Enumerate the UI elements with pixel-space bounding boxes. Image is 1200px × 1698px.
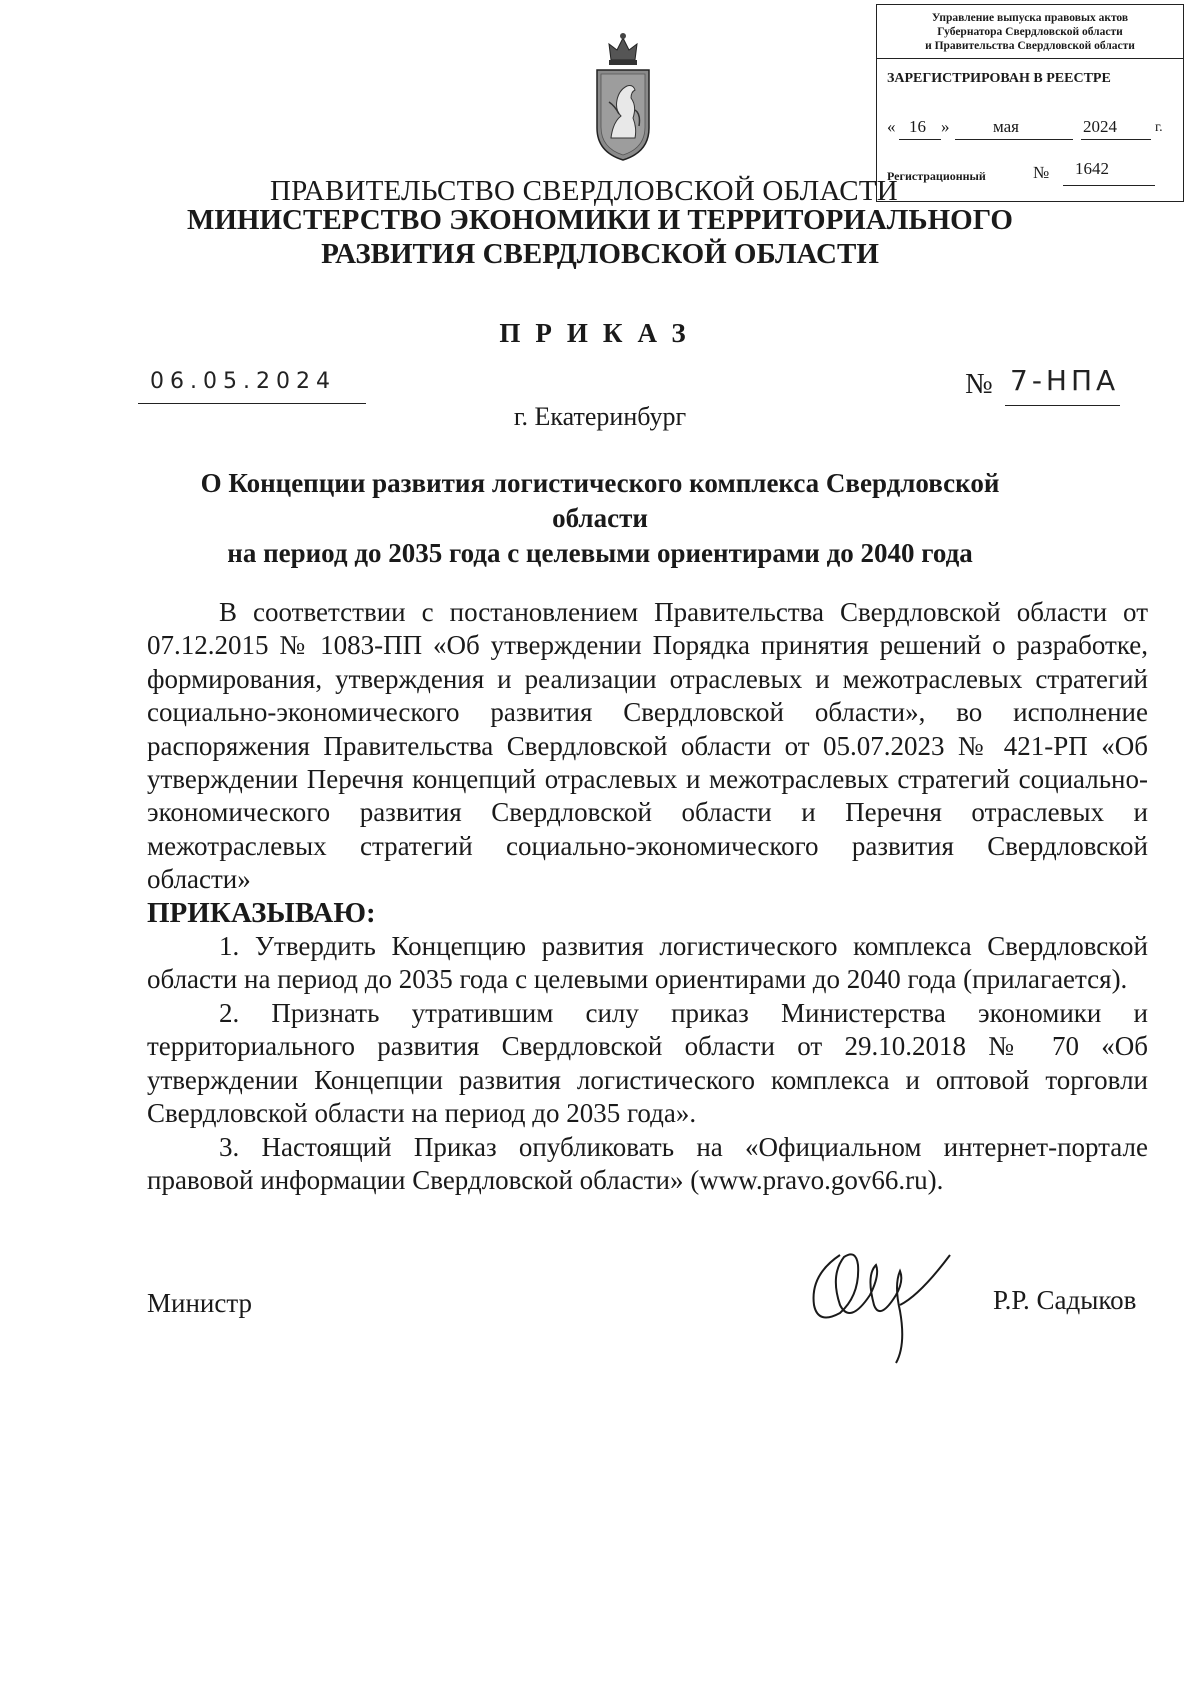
- city: г. Екатеринбург: [513, 402, 687, 431]
- ministry-heading: [150, 203, 1050, 271]
- document-type: ПРИКАЗ: [499, 318, 701, 348]
- stamp-registered-label: ЗАРЕГИСТРИРОВАН В РЕЕСТРЕ: [887, 71, 1111, 86]
- stamp-day: 16: [909, 117, 926, 136]
- registration-stamp: [876, 4, 1184, 202]
- ministry-line: МИНИСТЕРСТВО ЭКОНОМИКИ И ТЕРРИТОРИАЛЬНОГО: [187, 204, 1013, 236]
- stamp-no-sign: №: [1033, 163, 1050, 182]
- stamp-header-line: и Правительства Свердловской области: [925, 40, 1135, 52]
- stamp-year: 2024: [1083, 117, 1117, 136]
- stamp-close-quote: »: [941, 117, 950, 136]
- order-item: 1. Утвердить Концепцию развития логистического комплекса Свердловской области на период до 2035 года с целевыми ориентирами до 2040 года (прилагается).: [147, 931, 1148, 995]
- signatory-name: Р.Р. Садыков: [993, 1285, 1137, 1315]
- government-heading: ПРАВИТЕЛЬСТВО СВЕРДЛОВСКОЙ ОБЛАСТИ: [270, 175, 898, 207]
- stamp-header: [877, 5, 1183, 59]
- order-date: 06.05.2024: [150, 369, 336, 394]
- order-item: 3. Настоящий Приказ опубликовать на «Официальном интернет-портале правовой информации Свердловской области» (www.pravo.gov66.ru).: [147, 1131, 1148, 1195]
- ministry-line: РАЗВИТИЯ СВЕРДЛОВСКОЙ ОБЛАСТИ: [321, 238, 879, 270]
- stamp-header-line: Управление выпуска правовых актов: [931, 12, 1129, 24]
- order-item: 2. Признать утратившим силу приказ Министерства экономики и территориального развития Свердловской области от 29.10.2018 № 70 «Об утверждении Концепции развития логистического комплекса и оптовой торговли Свердловской области на период до 2035 года».: [147, 997, 1148, 1129]
- stamp-reg-label: Регистрационный: [887, 169, 986, 183]
- order-word: ПРИКАЗЫВАЮ:: [147, 896, 376, 929]
- coat-of-arms-icon: [591, 30, 655, 164]
- document-title: [150, 466, 1050, 571]
- stamp-date: [887, 117, 1177, 141]
- order-number: 7-НПА: [1010, 364, 1120, 397]
- stamp-year-suffix: г.: [1155, 120, 1163, 135]
- stamp-header-line: Губернатора Свердловской области: [937, 26, 1123, 38]
- document-body: [147, 596, 1148, 1197]
- stamp-reg-number-value: 1642: [1075, 159, 1109, 178]
- stamp-month: мая: [993, 117, 1020, 136]
- stamp-reg-number: [887, 159, 1177, 191]
- signatory-position: Министр: [147, 1288, 252, 1318]
- handwritten-signature: [800, 1235, 960, 1365]
- preamble-paragraph: В соответствии с постановлением Правительства Свердловской области от 07.12.2015 № 1083-ПП «Об утверждении Порядка принятия решений о разработке, формирования, утверждения и реализации отраслевых и межотраслевых стратегий социально-экономического развития Свердловской области», во исполнение распоряжения Правительства Свердловской области от 05.07.2023 № 421-РП «Об утверждении Перечня концепций отраслевых и межотраслевых стратегий социально-экономического развития Свердловской области и Перечня отраслевых и межотраслевых стратегий социально-экономического развития Свердловской области»: [147, 597, 1148, 895]
- title-line: на период до 2035 года с целевыми ориентирами до 2040 года: [227, 538, 973, 568]
- title-line: О Концепции развития логистического комплекса Свердловской области: [200, 468, 1000, 533]
- order-number-label: №: [965, 368, 993, 400]
- stamp-open-quote: «: [887, 117, 896, 136]
